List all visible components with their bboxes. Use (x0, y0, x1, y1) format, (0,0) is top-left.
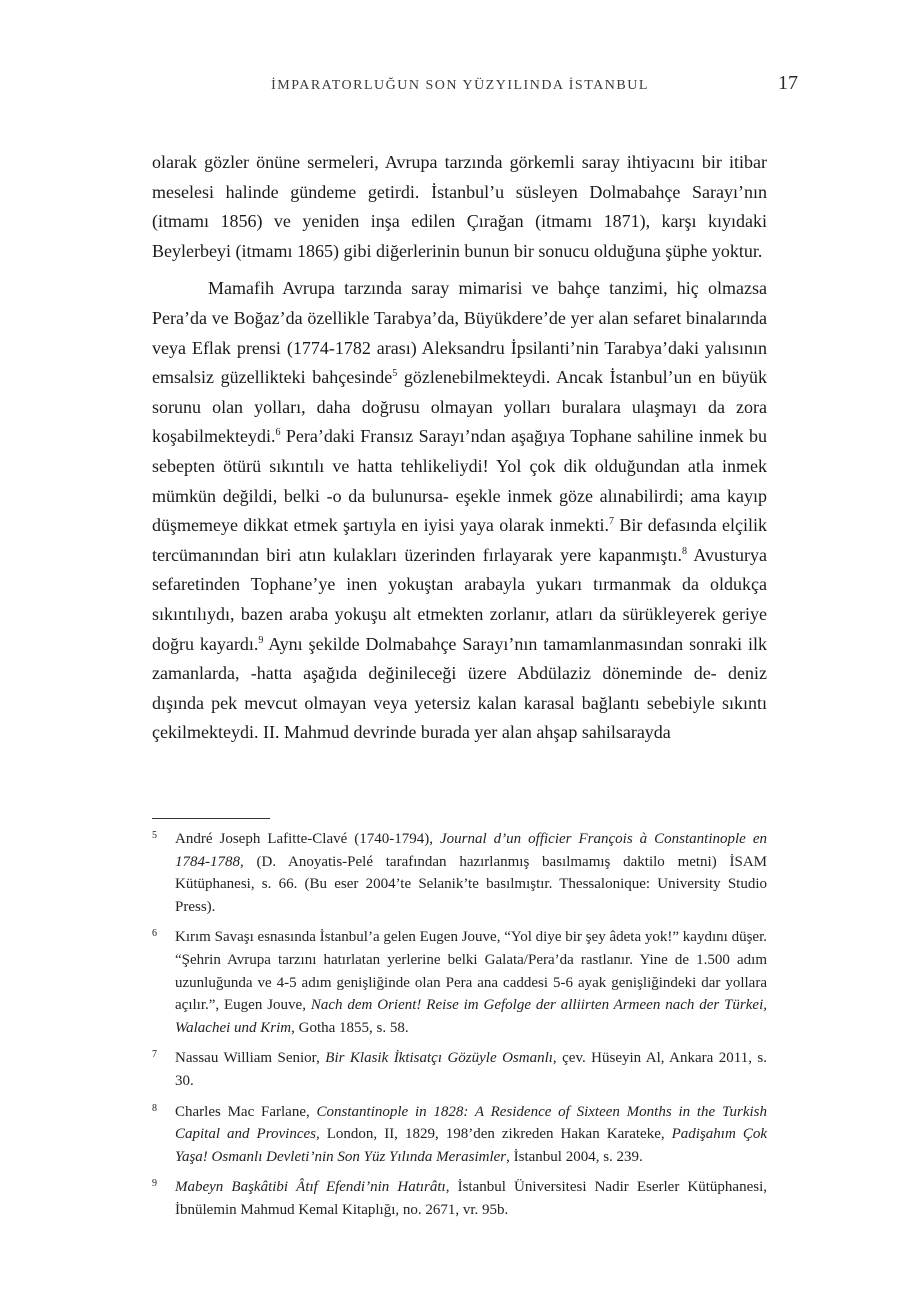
footnote-text: , İstanbul Üniversitesi Nadir Eserler Kütüphanesi, İbnülemin Mahmud Kemal Kitaplığı, no. 2671, vr. 95b. (175, 1179, 767, 1218)
footnote-title: Constantinople in 1828: A Residence of Sixteen Months in the Turkish Capital and Provinces, (175, 1103, 768, 1143)
page-number: 17 (778, 72, 798, 94)
paragraph-2 (152, 274, 767, 748)
footnote-text: , çev. Hüseyin Al, Ankara 2011, s. 30. (175, 1050, 768, 1089)
footnote-text: London, II, 1829, 198’den zikreden Hakan Karateke, (319, 1126, 672, 1143)
footnote-6 (152, 926, 767, 1039)
footnotes (152, 828, 767, 1230)
footnote-title: Padişahım Çok Yaşa! Osmanlı Devleti’nin Son Yüz Yılında Merasimler (175, 1126, 767, 1165)
footnote-7 (152, 1047, 767, 1092)
footnote-number: 8 (152, 1102, 157, 1114)
running-head: İMPARATORLUĞUN SON YÜZYILINDA İSTANBUL (271, 78, 649, 93)
para2-text-4: Bir defasında elçilik tercümanından biri atın kulakları üzerinden fırlayarak yere kapanmıştı. (152, 515, 767, 565)
footnote-number: 9 (152, 1178, 157, 1190)
footnote-title: Nach dem Orient! Reise im Gefolge der alliirten Armeen nach der Türkei, Walachei und Krim (175, 997, 768, 1036)
para2-text-1: Mamafih Avrupa tarzında saray mimarisi ve bahçe tanzimi, hiç olmazsa Pera’da ve Boğaz’da özellikle Tarabya’da, Büyükdere’de yer alan sefaret binalarında veya Eflak prensi (1774-1782 arası) Aleksandru İpsilanti’nin Tarabya’daki yalısının emsalsiz güzellikteki bahçesinde (152, 278, 767, 388)
para2-text-2: gözlenebilmekteydi. Ancak İstanbul’un en büyük sorunu olan yolları, daha doğrusu olmayan yolları buralara ulaşmayı da zora koşabilmekteydi. (152, 367, 767, 447)
footnote-text: (D. Anoyatis-Pelé tarafından hazırlanmış basılmamış daktilo metni) İSAM Kütüphanesi, s. 66. (Bu eser 2004’te Selanik’te basılmıştır. Thessalonique: University Studio Press). (175, 853, 767, 915)
footnote-ref-8[interactable]: 8 (681, 545, 687, 557)
footnote-text: , İstanbul 2004, s. 239. (506, 1148, 643, 1165)
footnote-number: 7 (152, 1049, 157, 1061)
footnote-title: Mabeyn Başkâtibi Âtıf Efendi’nin Hatırâtı (175, 1179, 446, 1196)
footnote-5 (152, 828, 767, 918)
footnote-ref-7[interactable]: 7 (609, 516, 615, 528)
footnote-title: Journal d’un officier François à Constantinople en 1784-1788, (175, 831, 767, 870)
footnote-text: Charles Mac Farlane, (175, 1103, 317, 1120)
footnote-text: Nassau William Senior, (175, 1050, 326, 1067)
para2-text-5: Avusturya sefaretinden Tophane’ye inen yokuştan arabayla yukarı tırmanmak da oldukça sıkıntılıydı, bazen araba yokuşu alt etmekten zorlanır, atları da sürükleyerek geriye doğru kayardı. (152, 544, 767, 654)
footnote-text: André Joseph Lafitte-Clavé (1740-1794), (175, 831, 441, 847)
footnote-text: Kırım Savaşı esnasında İstanbul’a gelen Eugen Jouve, “Yol diye bir şey âdeta yok!” kaydını düşer. “Şehrin Avrupa tarzını hatırlatan yerlerine belki Galata/Pera’da rastlanır. Yine de 1.500 adım uzunluğunda ve 4-5 adım genişliğinde olan Pera ana caddesi 5-6 ayak genişliğindeki dar yollara açılır.”, Eugen Jouve, (175, 929, 767, 1014)
footnote-9 (152, 1176, 767, 1221)
footnote-rule (152, 818, 270, 819)
para2-text-3: Pera’daki Fransız Sarayı’ndan aşağıya Tophane sahiline inmek bu sebepten ötürü sıkıntılı ve hatta tehlikeliydi! Yol çok dik olduğundan atla inmek mümkün değildi, belki -o da bulunursa- eşekle inmek göze alınabilirdi; ama kayıp düşmemeye dikkat etmek şartıyla en iyisi yaya olarak inmekti. (152, 426, 767, 536)
paragraph-1: olarak gözler önüne sermeleri, Avrupa tarzında görkemli saray ihtiyacını bir itibar meselesi halinde gündeme getirdi. İstanbul’u süsleyen Dolmabahçe Sarayı’nın (itmamı 1856) ve yeniden inşa edilen Çırağan (itmamı 1871), karşı kıyıdaki Beylerbeyi (itmamı 1865) gibi diğerlerinin bunun bir sonucu olduğuna şüphe yoktur. (152, 152, 767, 261)
footnote-title: Bir Klasik İktisatçı Gözüyle Osmanlı (325, 1050, 553, 1067)
footnote-ref-5[interactable]: 5 (392, 368, 398, 380)
footnote-8 (152, 1101, 767, 1169)
footnote-number: 6 (152, 928, 157, 940)
footnote-ref-6[interactable]: 6 (275, 427, 281, 439)
footnote-ref-9[interactable]: 9 (258, 634, 264, 646)
para2-text-6: Aynı şekilde Dolmabahçe Sarayı’nın tamamlanmasından sonraki ilk zamanlarda, -hatta aşağıda değinileceği üzere Abdülaziz döneminde de- deniz dışında pek mevcut olmayan veya yetersiz kalan karasal bağlantı sebebiyle sıkıntı çekilmekteydi. II. Mahmud devrinde burada yer alan ahşap sahilsarayda (152, 633, 768, 743)
footnote-number: 5 (152, 830, 157, 841)
main-text (152, 148, 767, 748)
footnote-text: , Gotha 1855, s. 58. (291, 1019, 409, 1036)
